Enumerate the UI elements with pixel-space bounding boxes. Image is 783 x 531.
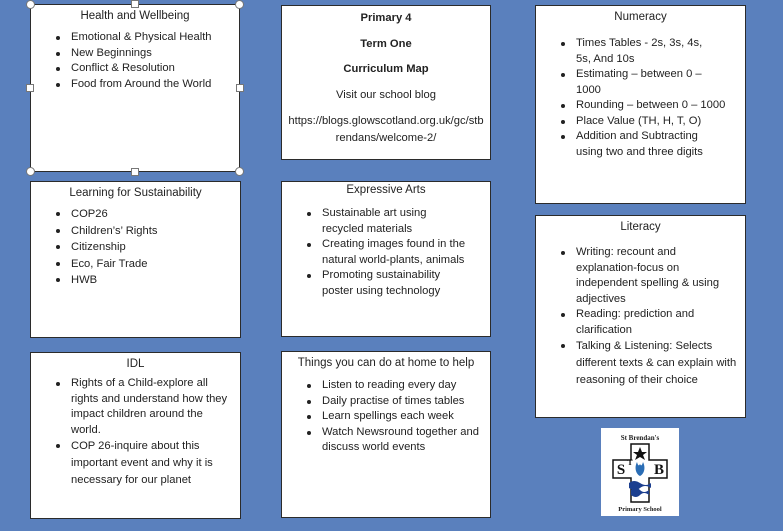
list-item: Place Value (TH, H, T, O) <box>536 114 745 130</box>
list-item: Learn spellings each week <box>282 409 490 425</box>
resize-handle-top-right[interactable] <box>235 0 244 9</box>
list-item: Citizenship <box>31 239 240 256</box>
list-item: Addition and Subtracting using two and three digits <box>536 129 745 160</box>
sustainability-box[interactable] <box>30 181 241 338</box>
logo-top-text: St Brendan's <box>620 434 660 442</box>
idl-list <box>31 376 240 489</box>
literacy-box[interactable] <box>535 215 746 418</box>
list-item: Conflict & Resolution <box>31 61 239 77</box>
expressive-arts-box[interactable] <box>281 181 491 337</box>
expressive-arts-list <box>282 206 490 299</box>
numeracy-title: Numeracy <box>614 11 667 23</box>
logo-bottom-text: Primary School <box>618 506 662 513</box>
header-text <box>282 6 490 147</box>
list-item: Children’s’ Rights <box>31 223 240 240</box>
sustainability-title: Learning for Sustainability <box>69 187 202 199</box>
sustainability-list <box>31 206 240 289</box>
resize-handle-right[interactable] <box>236 84 244 92</box>
school-crest-icon <box>601 428 679 516</box>
logo-right-letter: B <box>653 462 665 478</box>
resize-handle-top[interactable] <box>131 0 139 8</box>
list-item: Listen to reading every day <box>282 378 490 394</box>
class-title: Primary 4 <box>360 12 412 24</box>
literacy-list <box>536 245 745 389</box>
literacy-title: Literacy <box>620 221 661 233</box>
page-title: Curriculum Map <box>343 63 429 75</box>
list-item: HWB <box>31 272 240 289</box>
list-item: Food from Around the World <box>31 77 239 93</box>
curriculum-header-box[interactable] <box>281 5 491 160</box>
numeracy-list <box>536 36 745 160</box>
school-logo <box>601 428 679 516</box>
list-item: Emotional & Physical Health <box>31 30 239 46</box>
list-item: Talking & Listening: Selects different texts & can explain with reasoning of their choice <box>536 338 745 389</box>
idl-box[interactable] <box>30 352 241 519</box>
health-wellbeing-box[interactable] <box>30 4 240 172</box>
blog-link[interactable]: https://blogs.glowscotland.org.uk/gc/stbrendans/welcome-2/ <box>288 115 484 144</box>
resize-handle-bottom-right[interactable] <box>235 167 244 176</box>
resize-handle-bottom-left[interactable] <box>26 167 35 176</box>
list-item: Rounding – between 0 – 1000 <box>536 98 745 114</box>
list-item: Promoting sustainability poster using technology <box>282 268 490 299</box>
list-item: Eco, Fair Trade <box>31 256 240 273</box>
list-item: COP26 <box>31 206 240 223</box>
logo-left-letter: S <box>616 462 626 478</box>
list-item: COP 26-inquire about this important event and why it is necessary for our planet <box>31 438 240 489</box>
list-item: Rights of a Child-explore all rights and understand how they impact children around the world. <box>31 376 240 438</box>
logo-super-letter: T <box>627 458 633 467</box>
idl-title: IDL <box>126 358 145 370</box>
term-title: Term One <box>360 37 412 50</box>
resize-handle-top-left[interactable] <box>26 0 35 9</box>
home-help-title: Things you can do at home to help <box>297 357 475 369</box>
health-wellbeing-list <box>31 30 239 92</box>
list-item: New Beginnings <box>31 46 239 62</box>
health-wellbeing-title: Health and Wellbeing <box>80 10 190 22</box>
resize-handle-left[interactable] <box>26 84 34 92</box>
home-help-box[interactable] <box>281 351 491 518</box>
list-item: Times Tables - 2s, 3s, 4s, 5s, And 10s <box>536 36 745 67</box>
list-item: Daily practise of times tables <box>282 394 490 410</box>
list-item: Reading: prediction and clarification <box>536 307 745 338</box>
expressive-arts-title: Expressive Arts <box>346 184 426 196</box>
list-item: Writing: recount and explanation-focus on independent spelling & using adjectives <box>536 245 745 307</box>
blog-label: Visit our school blog <box>336 88 436 101</box>
list-item: Watch Newsround together and discuss world events <box>282 425 490 456</box>
list-item: Estimating – between 0 – 1000 <box>536 67 745 98</box>
resize-handle-bottom[interactable] <box>131 168 139 176</box>
list-item: Sustainable art using recycled materials <box>282 206 490 237</box>
list-item: Creating images found in the natural world-plants, animals <box>282 237 490 268</box>
home-help-list <box>282 378 490 456</box>
numeracy-box[interactable] <box>535 5 746 204</box>
